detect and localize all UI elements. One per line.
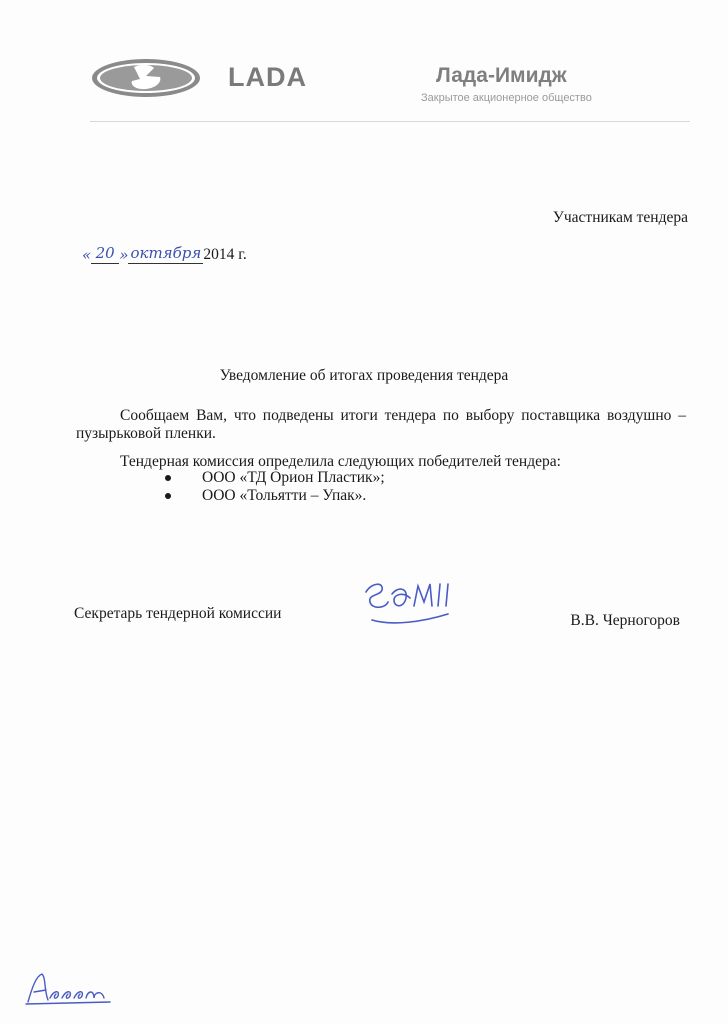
date-close-quote: » [119,246,129,264]
date-month-blank [128,244,203,264]
handwritten-signature [352,572,462,632]
company-type: Закрытое акционерное общество [421,92,592,104]
date-line [82,244,247,264]
brand-wordmark: LADA [228,62,307,92]
handwritten-initials [18,968,118,1008]
signature-label: Секретарь тендерной комиссии [74,605,282,622]
document-title: Уведомление об итогах проведения тендера [219,367,509,384]
date-year: 2014 г. [203,246,247,263]
company-name: Лада-Имидж [436,64,567,87]
winners-list [160,469,385,505]
date-month: октября [130,244,202,262]
body-paragraph-1: Сообщаем Вам, что подведены итоги тендера по выбору поставщика воздушно – пузырьковой пленки. [76,407,686,442]
date-day: 20 [95,244,115,262]
header-divider [90,121,690,122]
recipient-line: Участникам тендера [552,209,688,226]
lada-emblem-logo [90,57,202,99]
date-open-quote: « [82,246,92,264]
signer-name: В.В. Черногоров [570,612,680,629]
body-paragraph-2: Тендерная комиссия определила следующих победителей тендера: [120,453,561,470]
winner-item: ООО «Тольятти – Упак». [160,487,385,505]
winner-item: ООО «ТД Орион Пластик»; [160,469,385,487]
date-day-blank [91,244,119,264]
